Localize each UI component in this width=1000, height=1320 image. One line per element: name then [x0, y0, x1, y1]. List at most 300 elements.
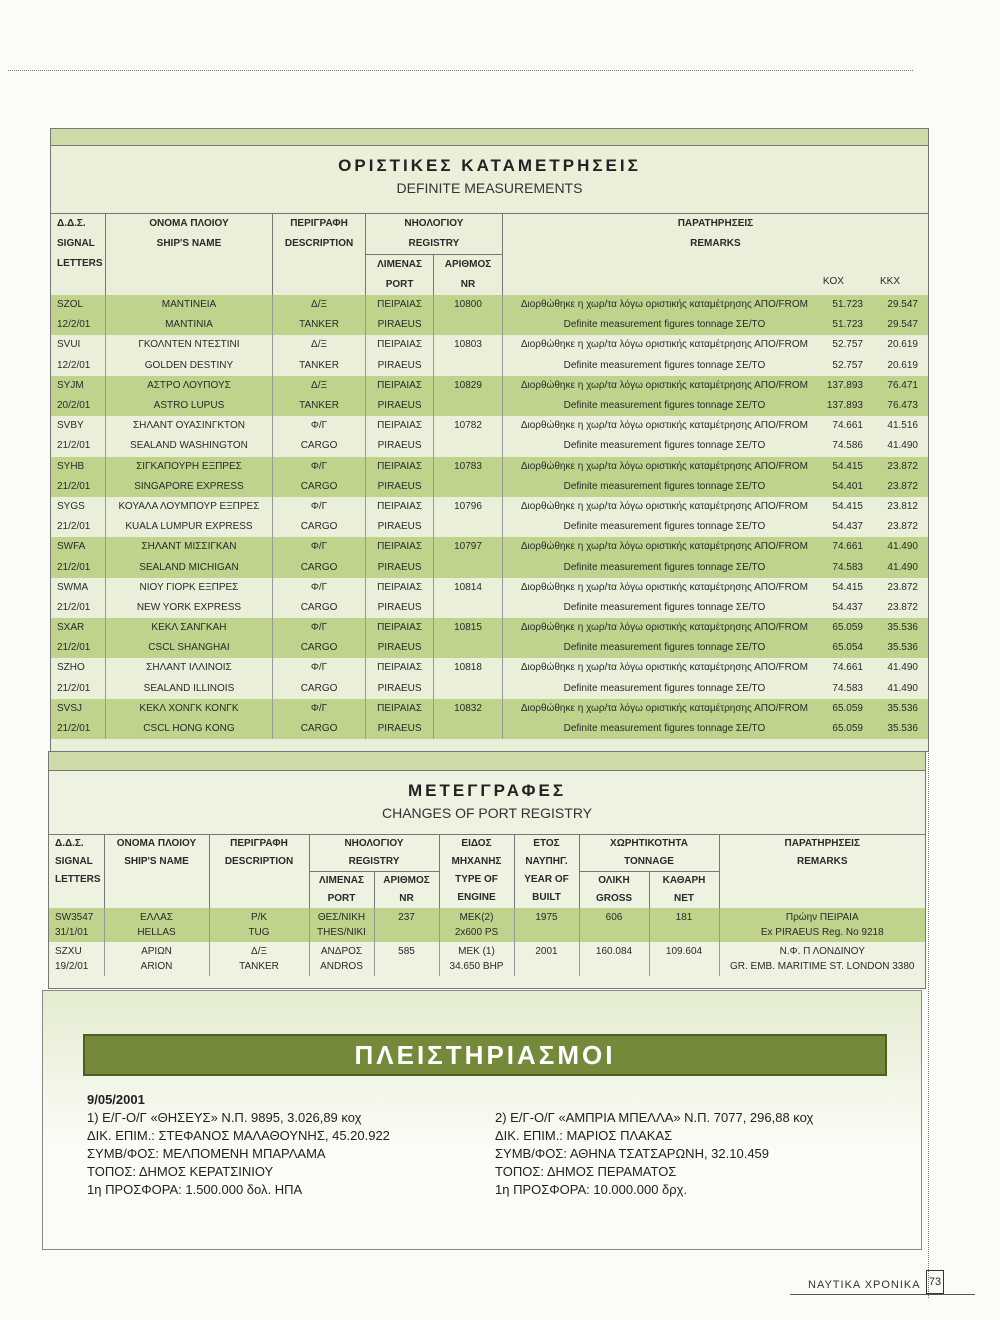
kkx-value: 41.490 — [887, 440, 918, 452]
auction-line: 1η ΠΡΟΣΦΟΡΑ: 10.000.000 δρχ. — [495, 1182, 688, 1197]
cell-signal: SWMA — [57, 581, 89, 593]
cell-name: ΣΗΛΑΝΤ ΟΥΑΣΙΝΓΚΤΟΝ — [105, 416, 272, 436]
remark-text: Definite measurement figures tonnage ΣΕ/ΤΟ — [563, 400, 766, 412]
cell-desc: CARGO — [273, 517, 366, 537]
kkx-value: 41.490 — [887, 541, 918, 553]
table-row — [51, 719, 928, 739]
panel-top-bar — [49, 752, 925, 771]
table-row — [49, 942, 925, 976]
cell-name: ΚΟΥΑΛΑ ΛΟΥΜΠΟΥΡ ΕΞΠΡΕΣ — [105, 497, 272, 517]
kkx-value: 35.536 — [887, 622, 918, 634]
cell-desc: Δ/Ξ — [273, 295, 366, 315]
cell-remarks — [502, 557, 928, 577]
cell-signal: 20/2/01 — [51, 396, 105, 416]
cell-port: PIRAEUS — [365, 477, 433, 497]
cell-signal: SVBY — [57, 420, 84, 432]
cell-engine — [439, 908, 514, 942]
cell-gross: 606 — [579, 908, 649, 942]
cell-line: 19/2/01 — [55, 961, 89, 972]
cell-port: ΠΕΙΡΑΙΑΣ — [365, 658, 433, 678]
cell-net: 181 — [649, 908, 719, 942]
cell-nr — [434, 315, 503, 335]
cell-line: ΑΡΙΩΝ — [141, 946, 172, 957]
cell-port: PIRAEUS — [365, 356, 433, 376]
port-registry-rows — [49, 908, 925, 976]
cell-desc: Φ/Γ — [273, 497, 366, 517]
kkx-value: 41.490 — [887, 682, 918, 694]
table-row — [51, 517, 928, 537]
cell-signal: SZHO — [57, 662, 85, 674]
cell-name: CSCL HONG KONG — [105, 719, 272, 739]
cell-signal: SVUI — [57, 339, 81, 351]
remark-text: Definite measurement figures tonnage ΣΕ/ΤΟ — [563, 723, 766, 735]
remark-text: Διορθώθηκε η χωρ/τα λόγω οριστικής καταμέτρησης ΑΠΟ/FROM — [520, 702, 808, 714]
auction-line: 2) Ε/Γ-Ο/Γ «ΑΜΠΡΙΑ ΜΠΕΛΛΑ» Ν.Π. 7077, 296,88 κοχ — [495, 1110, 814, 1125]
table-row — [51, 679, 928, 699]
col-name: ΟΝΟΜΑ ΠΛΟΙΟΥ SHIP'S NAME — [104, 835, 209, 909]
cell-desc: Φ/Γ — [273, 618, 366, 638]
cell-gross: 160.084 — [579, 942, 649, 976]
cell-port: ΠΕΙΡΑΙΑΣ — [365, 618, 433, 638]
cell-port: ΠΕΙΡΑΙΑΣ — [365, 416, 433, 436]
col-port: ΛΙΜΕΝΑΣ PORT — [365, 255, 433, 296]
cell-nr — [434, 598, 503, 618]
cell-line: 31/1/01 — [55, 927, 89, 938]
col-nr: ΑΡΙΘΜΟΣ NR — [434, 255, 503, 296]
remark-text: Definite measurement figures tonnage ΣΕ/ΤΟ — [563, 682, 766, 694]
auction-line: ΣΥΜΒ/ΦΟΣ: ΑΘΗΝΑ ΤΣΑΤΣΑΡΩΝΗ, 32.10.459 — [495, 1146, 770, 1161]
cell-desc: TANKER — [273, 356, 366, 376]
cell-desc: CARGO — [273, 719, 366, 739]
cell-signal: SXAR — [51, 618, 105, 638]
kkx-value: 23.872 — [887, 480, 918, 492]
cell-nr: 10797 — [434, 537, 503, 557]
cell-name: MANTINEIA — [105, 295, 272, 315]
kox-value: 137.893 — [826, 400, 863, 412]
cell-nr: 585 — [374, 942, 439, 976]
cell-name: KUALA LUMPUR EXPRESS — [105, 517, 272, 537]
cell-port: ΠΕΙΡΑΙΑΣ — [365, 537, 433, 557]
kkx-value: 41.490 — [887, 662, 918, 674]
cell-port: PIRAEUS — [365, 436, 433, 456]
cell-desc: CARGO — [273, 679, 366, 699]
kox-value: 74.661 — [832, 541, 863, 553]
kox-value: 65.059 — [832, 702, 863, 714]
cell-nr: 10832 — [434, 699, 503, 719]
cell-remarks — [502, 638, 928, 658]
remark-text: Definite measurement figures tonnage ΣΕ/ΤΟ — [563, 642, 766, 654]
cell-net: 109.604 — [649, 942, 719, 976]
cell-remarks — [502, 315, 928, 335]
cell-remarks — [502, 719, 928, 739]
cell-line: SW3547 — [55, 912, 94, 923]
cell-desc: Δ/Ξ — [273, 376, 366, 396]
cell-signal — [49, 942, 104, 976]
kox-value: 54.437 — [832, 521, 863, 533]
cell-line: 2x600 PS — [454, 927, 499, 938]
col-registry: ΝΗΟΛΟΓΙΟΥ REGISTRY — [309, 835, 439, 872]
cell-signal — [49, 908, 104, 942]
kox-value: 51.723 — [832, 319, 863, 331]
col-signal: Δ.Δ.Σ. SIGNAL LETTERS — [49, 835, 104, 909]
remark-text: Διορθώθηκε η χωρ/τα λόγω οριστικής καταμέτρησης ΑΠΟ/FROM — [520, 460, 808, 472]
col-name: ΟΝΟΜΑ ΠΛΟΙΟΥ SHIP'S NAME — [105, 214, 272, 296]
col-registry: ΝΗΟΛΟΓΙΟΥ REGISTRY — [365, 214, 502, 255]
cell-signal: SZOL — [51, 295, 105, 315]
kox-value: 54.415 — [832, 460, 863, 472]
cell-line: 34.650 BHP — [449, 961, 504, 972]
table-row — [51, 335, 928, 355]
col-signal: Δ.Δ.Σ. SIGNAL LETTERS — [51, 214, 105, 296]
remark-text: Διορθώθηκε η χωρ/τα λόγω οριστικής καταμέτρησης ΑΠΟ/FROM — [520, 379, 808, 391]
kkx-value: 23.812 — [887, 500, 918, 512]
cell-desc: CARGO — [273, 598, 366, 618]
cell-port: ΠΕΙΡΑΙΑΣ — [365, 335, 433, 355]
kkx-value: 76.473 — [887, 400, 918, 412]
kox-value: 52.757 — [832, 359, 863, 371]
cell-remarks — [502, 477, 928, 497]
cell-port — [309, 908, 374, 942]
table-row — [49, 908, 925, 942]
cell-remarks — [502, 578, 928, 598]
cell-nr — [434, 557, 503, 577]
table-row — [51, 658, 928, 678]
cell-desc: CARGO — [273, 557, 366, 577]
cell-line: SZXU — [55, 946, 82, 957]
cell-remarks — [502, 356, 928, 376]
cell-line: TANKER — [239, 961, 279, 972]
cell-name: ΣΙΓΚΑΠΟΥΡΗ ΕΞΠΡΕΣ — [105, 457, 272, 477]
table-row — [51, 477, 928, 497]
remark-text: Definite measurement figures tonnage ΣΕ/ΤΟ — [563, 521, 766, 533]
auction-line: ΔΙΚ. ΕΠΙΜ.: ΣΤΕΦΑΝΟΣ ΜΑΛΑΘΟΥΝΗΣ, 45.20.922 — [87, 1128, 390, 1143]
kox-value: 65.059 — [832, 622, 863, 634]
cell-name: SEALAND MICHIGAN — [105, 557, 272, 577]
cell-port: PIRAEUS — [365, 719, 433, 739]
cell-name: SEALAND ILLINOIS — [105, 679, 272, 699]
cell-port: PIRAEUS — [365, 679, 433, 699]
table-row — [51, 598, 928, 618]
cell-remarks — [502, 537, 928, 557]
cell-name: ΓΚΟΛΝΤΕΝ ΝΤΕΣΤΙΝΙ — [105, 335, 272, 355]
kox-value: 74.586 — [832, 440, 863, 452]
cell-name: NEW YORK EXPRESS — [105, 598, 272, 618]
panel-top-bar — [51, 129, 928, 146]
cell-remarks — [502, 658, 928, 678]
cell-desc: Φ/Γ — [273, 699, 366, 719]
cell-port: PIRAEUS — [365, 517, 433, 537]
cell-signal: 12/2/01 — [57, 359, 91, 371]
cell-desc: CARGO — [273, 436, 366, 456]
top-dotted-rule — [8, 70, 913, 71]
cell-remarks — [502, 517, 928, 537]
cell-signal: 21/2/01 — [51, 557, 105, 577]
cell-signal: 21/2/01 — [57, 440, 91, 452]
table-row — [51, 396, 928, 416]
cell-desc: CARGO — [273, 638, 366, 658]
col-kkx: KKX — [879, 276, 900, 287]
cell-line: ΜΕΚ (1) — [458, 946, 495, 957]
table-row — [51, 638, 928, 658]
cell-port: ΠΕΙΡΑΙΑΣ — [365, 457, 433, 477]
remark-text: Definite measurement figures tonnage ΣΕ/ΤΟ — [563, 480, 766, 492]
cell-line: ARION — [140, 961, 173, 972]
cell-signal: 21/2/01 — [51, 719, 105, 739]
kkx-value: 29.547 — [887, 299, 918, 311]
cell-remarks — [719, 908, 925, 942]
cell-name: CSCL SHANGHAI — [105, 638, 272, 658]
cell-nr: 10782 — [434, 416, 503, 436]
cell-nr: 10818 — [434, 658, 503, 678]
table-row — [51, 537, 928, 557]
kkx-value: 76.471 — [887, 379, 918, 391]
cell-desc: Δ/Ξ — [273, 335, 366, 355]
cell-line: ΜΕΚ(2) — [459, 912, 494, 923]
cell-line: Πρώην ΠΕΙΡΑΙΑ — [785, 912, 859, 923]
table-row — [51, 436, 928, 456]
cell-desc: TANKER — [273, 315, 366, 335]
page-number: 73 — [926, 1270, 944, 1294]
cell-line: Ρ/Κ — [250, 912, 268, 923]
cell-nr: 10829 — [434, 376, 503, 396]
remark-text: Διορθώθηκε η χωρ/τα λόγω οριστικής καταμέτρησης ΑΠΟ/FROM — [520, 622, 808, 634]
kkx-value: 23.872 — [887, 601, 918, 613]
cell-signal: 21/2/01 — [57, 521, 91, 533]
kox-value: 65.054 — [832, 642, 863, 654]
auction-line: 1η ΠΡΟΣΦΟΡΑ: 1.500.000 δολ. ΗΠΑ — [87, 1182, 303, 1197]
col-desc: ΠΕΡΙΓΡΑΦΗ DESCRIPTION — [273, 214, 366, 296]
cell-name: GOLDEN DESTINY — [105, 356, 272, 376]
definite-measurements-panel — [50, 128, 929, 752]
cell-desc: TANKER — [273, 396, 366, 416]
definite-measurements-rows — [51, 295, 928, 739]
cell-nr — [434, 638, 503, 658]
table-row — [51, 557, 928, 577]
table-row — [51, 497, 928, 517]
cell-remarks — [502, 295, 928, 315]
kkx-value: 35.536 — [887, 702, 918, 714]
cell-name: ASTRO LUPUS — [105, 396, 272, 416]
cell-signal: 21/2/01 — [57, 682, 91, 694]
cell-line: THES/NIKI — [317, 927, 366, 938]
remark-text: Definite measurement figures tonnage ΣΕ/ΤΟ — [563, 601, 766, 613]
cell-remarks — [502, 598, 928, 618]
cell-line: ΑΝΔΡΟΣ — [320, 946, 363, 957]
cell-remarks — [502, 457, 928, 477]
kox-value: 51.723 — [832, 299, 863, 311]
section1-title-en: DEFINITE MEASUREMENTS — [396, 180, 583, 196]
auctions-panel — [42, 990, 922, 1250]
cell-desc: Φ/Γ — [273, 537, 366, 557]
section2-title-en: CHANGES OF PORT REGISTRY — [381, 805, 593, 821]
cell-line: HELLAS — [137, 927, 176, 938]
auction-line: ΔΙΚ. ΕΠΙΜ.: ΜΑΡΙΟΣ ΠΛΑΚΑΣ — [495, 1128, 673, 1143]
auction-line: 1) Ε/Γ-Ο/Γ «ΘΗΣΕΥΣ» Ν.Π. 9895, 3.026,89 κοχ — [87, 1110, 362, 1125]
cell-name: ΚΕΚΛ ΧΟΝΓΚ ΚΟΝΓΚ — [105, 699, 272, 719]
cell-line: Ex PIRAEUS Reg. No 9218 — [760, 927, 884, 938]
table-row — [51, 295, 928, 315]
auction-left — [87, 1091, 390, 1199]
col-gross: ΟΛΙΚΗ GROSS — [579, 872, 649, 909]
cell-signal: SWFA — [51, 537, 105, 557]
cell-line: Δ/Ξ — [251, 946, 267, 957]
remark-text: Διορθώθηκε η χωρ/τα λόγω οριστικής καταμέτρησης ΑΠΟ/FROM — [520, 541, 808, 553]
port-registry-table — [49, 834, 925, 976]
kkx-value: 35.536 — [887, 723, 918, 735]
cell-nr — [434, 679, 503, 699]
cell-signal: SVSJ — [51, 699, 105, 719]
col-remarks: ΠΑΡΑΤΗΡΗΣΕΙΣ REMARKS — [719, 835, 925, 909]
remark-text: Definite measurement figures tonnage ΣΕ/ΤΟ — [563, 440, 766, 452]
cell-nr: 10783 — [434, 457, 503, 477]
cell-name: ΣΗΛΑΝΤ ΙΛΛΙΝΟΙΣ — [105, 658, 272, 678]
table-row — [51, 376, 928, 396]
cell-nr — [434, 396, 503, 416]
cell-nr: 237 — [374, 908, 439, 942]
footer-rule — [790, 1294, 975, 1295]
remark-text: Definite measurement figures tonnage ΣΕ/ΤΟ — [563, 359, 766, 371]
col-nr: ΑΡΙΘΜΟΣ NR — [374, 872, 439, 909]
col-net: ΚΑΘΑΡΗ NET — [649, 872, 719, 909]
kkx-value: 23.872 — [887, 521, 918, 533]
cell-desc — [209, 942, 309, 976]
remark-text: Definite measurement figures tonnage ΣΕ/ΤΟ — [563, 561, 766, 573]
table-row — [51, 356, 928, 376]
cell-desc: Φ/Γ — [273, 658, 366, 678]
kox-value: 54.401 — [832, 480, 863, 492]
cell-nr: 10814 — [434, 578, 503, 598]
cell-year: 2001 — [514, 942, 579, 976]
kkx-value: 35.536 — [887, 642, 918, 654]
cell-port: PIRAEUS — [365, 638, 433, 658]
remark-text: Definite measurement figures tonnage ΣΕ/ΤΟ — [563, 319, 766, 331]
kox-value: 54.437 — [832, 601, 863, 613]
cell-nr: 10815 — [434, 618, 503, 638]
cell-remarks — [502, 679, 928, 699]
col-desc: ΠΕΡΙΓΡΑΦΗ DESCRIPTION — [209, 835, 309, 909]
col-port: ΛΙΜΕΝΑΣ PORT — [309, 872, 374, 909]
cell-year: 1975 — [514, 908, 579, 942]
cell-name: SEALAND WASHINGTON — [105, 436, 272, 456]
cell-desc: CARGO — [273, 477, 366, 497]
cell-nr: 10796 — [434, 497, 503, 517]
kox-value: 74.661 — [832, 662, 863, 674]
cell-name: SINGAPORE EXPRESS — [105, 477, 272, 497]
auctions-banner: ΠΛΕΙΣΤΗΡΙΑΣΜΟΙ — [83, 1034, 887, 1076]
kox-value: 54.415 — [832, 500, 863, 512]
cell-port: PIRAEUS — [365, 396, 433, 416]
cell-remarks — [502, 335, 928, 355]
cell-line: Ν.Φ. Π ΛΟΝΔΙΝΟΥ — [779, 946, 865, 957]
cell-line: GR. EMB. MARITIME ST. LONDON 3380 — [730, 961, 915, 972]
table-row — [51, 699, 928, 719]
cell-name: ΣΗΛΑΝΤ ΜΙΣΣΙΓΚΑΝ — [105, 537, 272, 557]
section1-title-gr: ΟΡΙΣΤΙΚΕΣ ΚΑΤΑΜΕΤΡΗΣΕΙΣ — [338, 156, 641, 175]
kox-value: 137.893 — [826, 379, 863, 391]
kkx-value: 20.619 — [887, 339, 918, 351]
cell-signal: 21/2/01 — [57, 601, 91, 613]
kox-value: 74.583 — [832, 682, 863, 694]
cell-nr — [434, 356, 503, 376]
kox-value: 74.661 — [832, 420, 863, 432]
cell-remarks — [502, 618, 928, 638]
cell-desc: Φ/Γ — [273, 578, 366, 598]
cell-name — [104, 942, 209, 976]
cell-name: ΝΙΟΥ ΓΙΟΡΚ ΕΞΠΡΕΣ — [105, 578, 272, 598]
definite-measurements-table — [51, 213, 928, 739]
cell-signal: SYJM — [51, 376, 105, 396]
cell-remarks — [502, 416, 928, 436]
kkx-value: 23.872 — [887, 460, 918, 472]
cell-desc: Φ/Γ — [273, 457, 366, 477]
cell-signal: 12/2/01 — [51, 315, 105, 335]
cell-nr — [434, 517, 503, 537]
kkx-value: 20.619 — [887, 359, 918, 371]
cell-port: PIRAEUS — [365, 598, 433, 618]
cell-nr — [434, 436, 503, 456]
cell-line: ΘΕΣ/ΝΙΚΗ — [317, 912, 366, 923]
cell-remarks — [502, 699, 928, 719]
col-remarks: ΠΑΡΑΤΗΡΗΣΕΙΣ REMARKS KOX KKX — [502, 214, 928, 296]
cell-engine — [439, 942, 514, 976]
auction-date: 9/05/2001 — [87, 1092, 145, 1107]
cell-signal: SYHB — [51, 457, 105, 477]
table-row — [51, 416, 928, 436]
kkx-value: 29.547 — [887, 319, 918, 331]
cell-desc — [209, 908, 309, 942]
magazine-name: ΝΑΥΤΙΚΑ ΧΡΟΝΙΚΑ — [808, 1279, 921, 1291]
cell-line: ANDROS — [320, 961, 363, 972]
kox-value: 54.415 — [832, 581, 863, 593]
remark-text: Διορθώθηκε η χωρ/τα λόγω οριστικής καταμέτρησης ΑΠΟ/FROM — [520, 299, 808, 311]
cell-port: ΠΕΙΡΑΙΑΣ — [365, 497, 433, 517]
cell-line: ΕΛΛΑΣ — [140, 912, 173, 923]
remark-text: Διορθώθηκε η χωρ/τα λόγω οριστικής καταμέτρησης ΑΠΟ/FROM — [520, 500, 808, 512]
cell-desc: Φ/Γ — [273, 416, 366, 436]
auction-right — [495, 1109, 813, 1199]
cell-remarks — [502, 376, 928, 396]
kkx-value: 23.872 — [887, 581, 918, 593]
cell-remarks — [502, 436, 928, 456]
cell-name: ΑΣΤΡΟ ΛΟΥΠΟΥΣ — [105, 376, 272, 396]
table-row — [51, 578, 928, 598]
cell-port: PIRAEUS — [365, 315, 433, 335]
cell-nr: 10800 — [434, 295, 503, 315]
cell-nr: 10803 — [434, 335, 503, 355]
cell-port: ΠΕΙΡΑΙΑΣ — [365, 376, 433, 396]
remark-text: Διορθώθηκε η χωρ/τα λόγω οριστικής καταμέτρησης ΑΠΟ/FROM — [520, 581, 808, 593]
cell-name — [104, 908, 209, 942]
cell-signal: 21/2/01 — [51, 638, 105, 658]
cell-port: ΠΕΙΡΑΙΑΣ — [365, 699, 433, 719]
auction-line: ΤΟΠΟΣ: ΔΗΜΟΣ ΚΕΡΑΤΣΙΝΙΟΥ — [87, 1164, 274, 1179]
col-kox: KOX — [822, 276, 844, 287]
kox-value: 65.059 — [832, 723, 863, 735]
cell-nr — [434, 719, 503, 739]
table-row — [51, 315, 928, 335]
remark-text: Διορθώθηκε η χωρ/τα λόγω οριστικής καταμέτρησης ΑΠΟ/FROM — [520, 662, 808, 674]
kkx-value: 41.490 — [887, 561, 918, 573]
cell-remarks — [719, 942, 925, 976]
port-registry-changes-panel — [48, 751, 926, 989]
cell-remarks — [502, 396, 928, 416]
cell-port: ΠΕΙΡΑΙΑΣ — [365, 578, 433, 598]
table-row — [51, 618, 928, 638]
cell-name: MANTINIA — [105, 315, 272, 335]
cell-port: ΠΕΙΡΑΙΑΣ — [365, 295, 433, 315]
cell-signal: SYGS — [57, 500, 85, 512]
auction-line: ΣΥΜΒ/ΦΟΣ: ΜΕΛΠΟΜΕΝΗ ΜΠΑΡΛΑΜΑ — [87, 1146, 326, 1161]
